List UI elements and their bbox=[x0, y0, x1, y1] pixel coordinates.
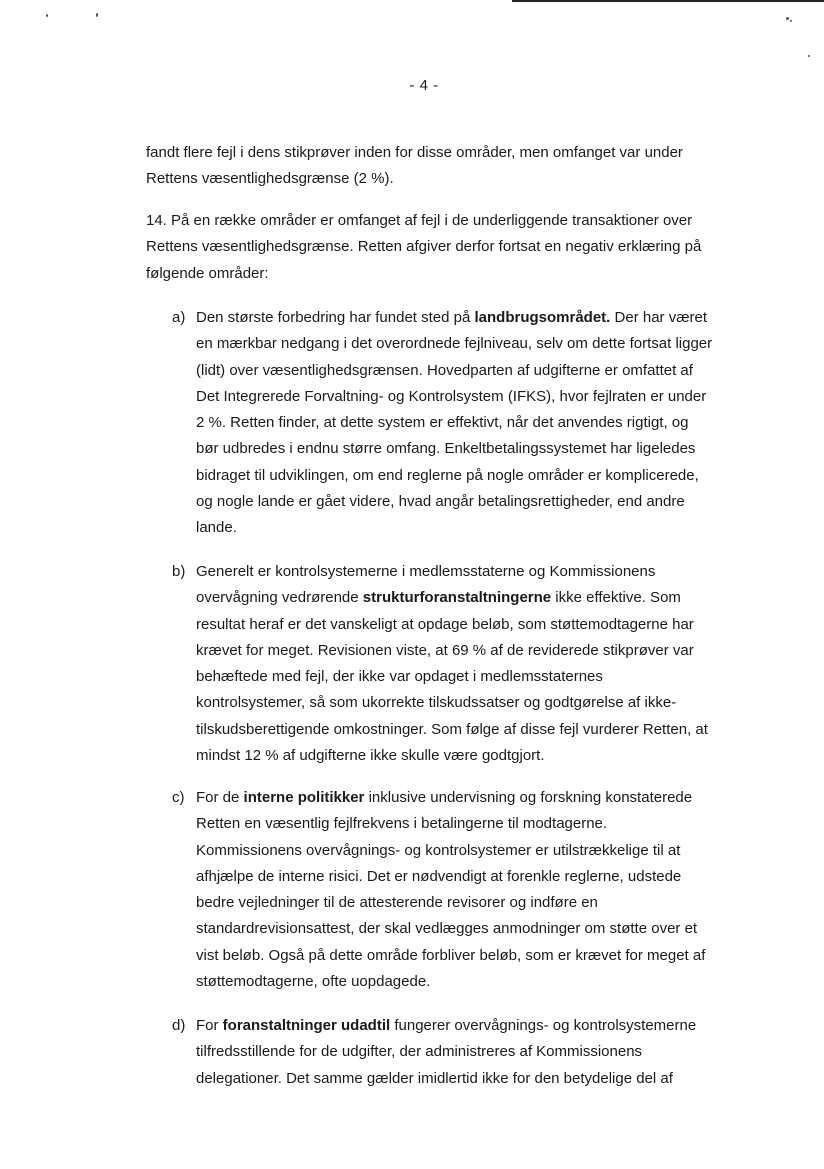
text-line: Rettens væsentlighedsgrænse (2 %). bbox=[146, 170, 394, 188]
text-segment: For de bbox=[196, 789, 244, 806]
list-item-b bbox=[172, 559, 732, 769]
text-line: Rettens væsentlighedsgrænse. Retten afgiver derfor fortsat en negativ erklæring på bbox=[146, 238, 702, 256]
text-segment: fungerer overvågnings- og kontrolsystemerne bbox=[390, 1017, 697, 1034]
paragraph-14 bbox=[146, 208, 746, 287]
text-line bbox=[196, 1066, 732, 1092]
text-line bbox=[196, 664, 732, 690]
text-segment: og nogle lande er gået videre, hvad angår betalingsrettigheder, end andre bbox=[196, 493, 685, 511]
text-line bbox=[196, 785, 732, 811]
text-segment: bør udbredes i endnu større omfang. Enkeltbetalingssystemet har ligeledes bbox=[196, 440, 696, 458]
text-line bbox=[196, 585, 732, 611]
text-line bbox=[196, 890, 732, 916]
list-item-text bbox=[196, 785, 732, 995]
text-line bbox=[196, 489, 732, 515]
text-line: 14. På en række områder er omfanget af fejl i de underliggende transaktioner over bbox=[146, 212, 693, 229]
text-segment: standardrevisionsattest, der skal vedlægges anmodninger om støtte over et bbox=[196, 920, 698, 938]
text-line bbox=[196, 838, 732, 864]
page-number: - 4 - bbox=[409, 77, 439, 94]
text-segment: 2 %. Retten finder, at dette system er effektivt, når det anvendes rigtigt, og bbox=[196, 414, 689, 432]
text-segment: en mærkbar nedgang i det overordnede fejlniveau, selv om dette fortsat ligger bbox=[196, 335, 713, 353]
bold-term: landbrugsområdet. bbox=[474, 309, 611, 326]
text-segment: afhjælpe de interne risici. Det er nødvendigt at forenkle reglerne, udstede bbox=[196, 867, 682, 885]
list-marker: b) bbox=[172, 563, 186, 580]
list-marker: a) bbox=[172, 309, 186, 326]
scan-speck bbox=[790, 20, 792, 22]
scan-speck bbox=[808, 55, 810, 57]
text-line bbox=[196, 969, 732, 995]
text-line bbox=[196, 384, 732, 410]
text-segment: krævet for meget. Revisionen viste, at 69 % af de reviderede stikprøver var bbox=[196, 641, 694, 659]
scan-speck bbox=[786, 17, 789, 20]
text-segment: tilskudsberettigende omkostninger. Som følge af disse fejl vurderer Retten, at bbox=[196, 720, 708, 738]
text-line bbox=[196, 410, 732, 436]
text-segment: tilfredsstillende for de udgifter, der administreres af Kommissionens bbox=[196, 1043, 643, 1061]
bold-term: interne politikker bbox=[243, 789, 365, 806]
bold-term: foranstaltninger udadtil bbox=[222, 1017, 391, 1034]
scan-speck bbox=[46, 14, 48, 17]
list-item-text bbox=[196, 305, 732, 542]
text-segment: Den største forbedring har fundet sted på bbox=[196, 309, 475, 326]
text-line bbox=[196, 943, 732, 969]
text-segment: mindst 12 % af udgifterne ikke skulle være godtgjort. bbox=[196, 747, 545, 765]
list-item-text bbox=[196, 559, 732, 769]
text-line bbox=[196, 612, 732, 638]
text-line bbox=[196, 638, 732, 664]
list-item-a bbox=[172, 305, 732, 542]
text-line bbox=[196, 559, 732, 585]
text-line bbox=[196, 690, 732, 716]
text-segment: inklusive undervisning og forskning konstaterede bbox=[364, 789, 693, 806]
text-line bbox=[196, 743, 732, 769]
list-item-c bbox=[172, 785, 732, 995]
text-segment: (lidt) over væsentlighedsgrænsen. Hovedparten af udgifterne er omfattet af bbox=[196, 361, 693, 379]
text-segment: vist beløb. Også på dette område forbliver beløb, som er krævet for meget af bbox=[196, 946, 706, 964]
text-line bbox=[196, 463, 732, 489]
text-line bbox=[196, 916, 732, 942]
text-line bbox=[196, 515, 732, 541]
text-segment: støttemodtagerne, ofte uopdagede. bbox=[196, 973, 431, 991]
text-line bbox=[196, 1013, 732, 1039]
text-line bbox=[196, 864, 732, 890]
bold-term: strukturforanstaltningerne bbox=[362, 589, 552, 607]
text-segment: Der har været bbox=[610, 309, 708, 326]
text-line bbox=[196, 331, 732, 357]
list-item-d bbox=[172, 1013, 732, 1092]
text-segment: Generelt er kontrolsystemerne i medlemsstaterne og Kommissionens bbox=[196, 563, 656, 580]
scan-edge-line bbox=[512, 0, 824, 2]
text-line bbox=[196, 305, 732, 331]
text-segment: bidraget til udviklingen, om end reglerne på nogle områder er komplicerede, bbox=[196, 466, 699, 484]
list-marker: d) bbox=[172, 1017, 186, 1034]
scan-speck bbox=[96, 13, 98, 17]
intro-paragraph bbox=[146, 140, 746, 193]
text-line: følgende områder: bbox=[146, 264, 269, 282]
text-segment: ikke effektive. Som bbox=[551, 589, 681, 607]
text-segment: kontrolsystemer, så som ukorrekte tilskudssatser og godtgørelse af ikke- bbox=[196, 694, 677, 712]
text-segment: overvågning vedrørende bbox=[196, 589, 363, 607]
text-line bbox=[196, 1039, 732, 1065]
text-segment: Retten en væsentlig fejlfrekvens i betalingerne til modtagerne. bbox=[196, 815, 608, 833]
text-line bbox=[196, 717, 732, 743]
text-segment: behæftede med fejl, der ikke var opdaget i medlemsstaternes bbox=[196, 668, 603, 686]
text-segment: bedre vejledninger til de attesterende revisorer og indføre en bbox=[196, 894, 598, 912]
text-segment: resultat heraf er det vanskeligt at opdage beløb, som støttemodtagerne har bbox=[196, 615, 694, 633]
text-line: fandt flere fejl i dens stikprøver inden for disse områder, men omfanget var under bbox=[146, 144, 683, 161]
text-segment: delegationer. Det samme gælder imidlertid ikke for den betydelige del af bbox=[196, 1069, 673, 1087]
text-segment: For bbox=[196, 1017, 223, 1034]
list-marker: c) bbox=[172, 789, 185, 806]
text-line bbox=[196, 811, 732, 837]
text-segment: lande. bbox=[196, 519, 237, 537]
text-segment: Det Integrerede Forvaltning- og Kontrolsystem (IFKS), hvor fejlraten er under bbox=[196, 387, 707, 405]
text-line bbox=[196, 358, 732, 384]
text-segment: Kommissionens overvågnings- og kontrolsystemer er utilstrækkelige til at bbox=[196, 841, 681, 859]
text-line bbox=[196, 436, 732, 462]
list-item-text bbox=[196, 1013, 732, 1092]
